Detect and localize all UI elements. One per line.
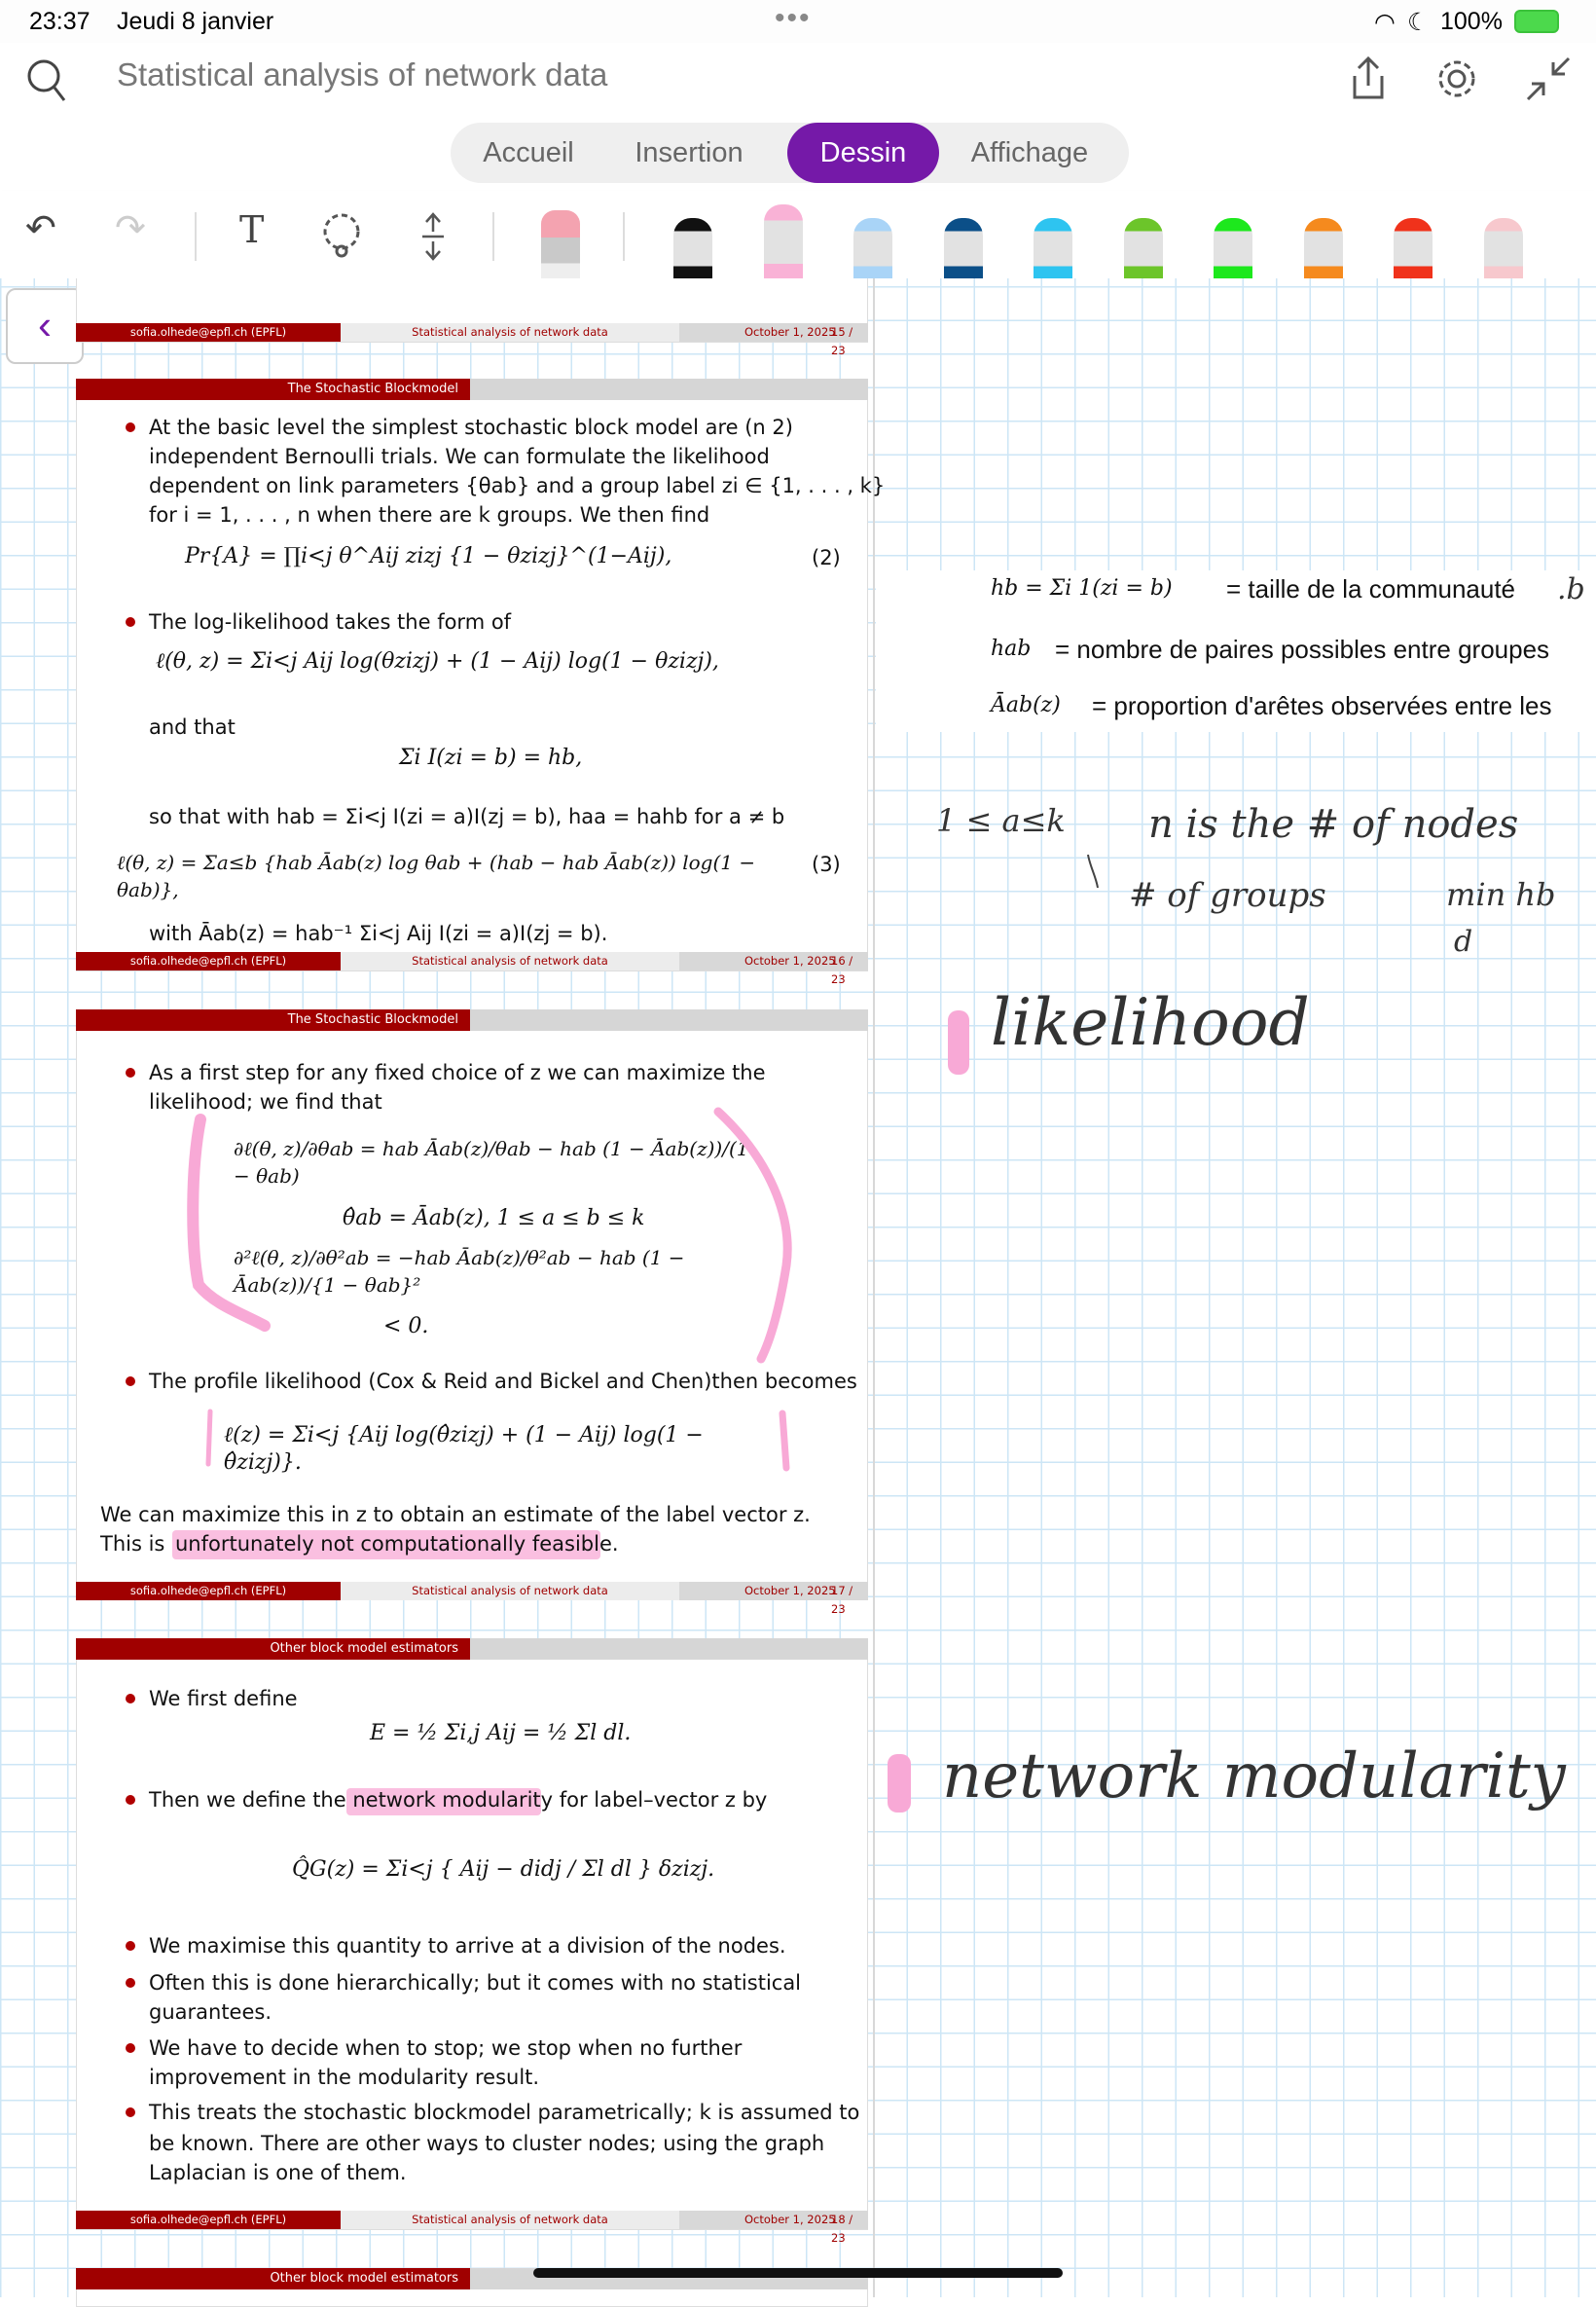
insert-space-icon[interactable] <box>418 212 448 261</box>
settings-gear-icon[interactable] <box>1434 56 1479 101</box>
slide-footer <box>76 1582 868 1616</box>
slide-footer <box>76 2211 868 2245</box>
pen-tool[interactable] <box>1394 218 1433 278</box>
ribbon-tabs <box>0 123 1596 191</box>
first-derivative-equation: ∂ℓ(θ, z)/∂θab = hab Āab(z)/θab − hab (1 − Āab(z))/(1 − θab) <box>234 1137 749 1188</box>
bullet <box>126 2043 135 2053</box>
tab-accueil[interactable]: Accueil <box>483 137 574 168</box>
eraser-tool[interactable] <box>541 210 580 278</box>
slide-text: This is <box>100 1532 165 1556</box>
pen-tool[interactable] <box>673 218 712 278</box>
slide-footer <box>76 952 868 986</box>
equation: Σi I(zi = b) = hb, <box>399 746 583 770</box>
document-title: Statistical analysis of network data <box>117 56 608 92</box>
footer-date: October 1, 2025 <box>744 325 836 339</box>
pen-tool[interactable] <box>1214 218 1252 278</box>
inequality: < 0. <box>383 1314 429 1338</box>
status-time: 23:37 <box>29 8 91 35</box>
pen-tool[interactable] <box>1484 218 1523 278</box>
tab-dessin[interactable]: Dessin <box>787 123 939 183</box>
handwritten-note: likelihood <box>991 985 1310 1060</box>
footer-title: Statistical analysis of network data <box>341 952 679 970</box>
note-math: hab <box>991 637 1032 661</box>
slide-text: We first define <box>149 1687 298 1710</box>
handwritten-note: .b <box>1557 572 1585 606</box>
page-divider <box>873 278 875 2297</box>
footer-right <box>679 952 868 986</box>
divider <box>492 212 494 261</box>
slide-text: for i = 1, . . . , n when there are k groups. We then find <box>149 503 710 527</box>
undo-icon[interactable]: ↶ <box>25 208 56 249</box>
bullet <box>126 2107 135 2117</box>
slide-text: likelihood; we find that <box>149 1090 382 1114</box>
slide-text: This treats the stochastic blockmodel parametrically; k is assumed to <box>149 2101 860 2124</box>
mle-equation: θ̂ab = Āab(z), 1 ≤ a ≤ b ≤ k <box>343 1206 645 1230</box>
note-text: = taille de la communauté <box>1226 574 1516 604</box>
slide-text: so that with hab = Σi<j I(zi = a)I(zj = b), haa = hahb for a ≠ b <box>149 805 785 828</box>
slide-text: We can maximize this in z to obtain an estimate of the label vector z. <box>100 1503 811 1526</box>
footer-right <box>679 323 868 357</box>
multitask-dots-icon[interactable]: ••• <box>775 2 812 34</box>
slide-text: Laplacian is one of them. <box>149 2161 407 2184</box>
footer-author: sofia.olhede@epfl.ch (EPFL) <box>76 1582 341 1600</box>
second-derivative-equation: ∂²ℓ(θ, z)/∂θ²ab = −hab Āab(z)/θ²ab − hab (1 − Āab(z))/{1 − θab}² <box>234 1246 685 1297</box>
highlighted-text: unfortunately not computationally feasible. <box>175 1532 619 1556</box>
footer-page: 17 / 23 <box>831 1584 853 1616</box>
moon-icon: ☾ <box>1407 9 1430 36</box>
footer-title: Statistical analysis of network data <box>341 2211 679 2229</box>
battery-charging-icon <box>1514 10 1559 33</box>
text-run: Then we define the <box>149 1788 353 1812</box>
status-date: Jeudi 8 janvier <box>117 8 274 35</box>
bullet <box>126 1978 135 1988</box>
redo-icon[interactable]: ↷ <box>115 208 146 249</box>
drawing-toolbar <box>0 191 1596 278</box>
note-math: hb = Σi 1(zi = b) <box>991 576 1173 601</box>
handwritten-note: 1 ≤ a≤k <box>936 802 1066 839</box>
pen-tool[interactable] <box>1304 218 1343 278</box>
footer-author: sofia.olhede@epfl.ch (EPFL) <box>76 952 341 970</box>
bullet <box>126 1795 135 1805</box>
slide-header <box>76 1638 868 1660</box>
footer-author: sofia.olhede@epfl.ch (EPFL) <box>76 323 341 342</box>
share-icon[interactable] <box>1349 55 1388 103</box>
slide-text: As a first step for any fixed choice of z we can maximize the <box>149 1061 766 1084</box>
pen-tool[interactable] <box>1034 218 1072 278</box>
slide-text: with Āab(z) = hab⁻¹ Σi<j Aij I(zi = a)I(zj = b). <box>149 922 608 945</box>
bullet <box>126 1068 135 1078</box>
log-likelihood-equation: ℓ(θ, z) = Σi<j Aij log(θzizj) + (1 − Aij) log(1 − θzizj), <box>156 649 719 674</box>
pen-tool[interactable] <box>1124 218 1163 278</box>
modularity-equation: Q̂G(z) = Σi<j { Aij − didj / Σl dl } δzizj. <box>292 1857 715 1882</box>
slide-text: At the basic level the simplest stochastic block model are (n 2) <box>149 416 793 439</box>
slide-text: The log-likelihood takes the form of <box>149 610 512 634</box>
text-run: for label–vector z by <box>553 1788 768 1812</box>
footer-date: October 1, 2025 <box>744 1584 836 1597</box>
handwritten-note: network modularity <box>942 1740 1566 1813</box>
slide-text: The profile likelihood (Cox & Reid and Bickel and Chen)then becomes <box>149 1370 857 1393</box>
battery-percent: 100% <box>1440 8 1503 35</box>
bullet <box>126 1694 135 1703</box>
footer-right <box>679 2211 868 2245</box>
footer-page: 18 / 23 <box>831 2213 853 2245</box>
highlighted-text: network modularity <box>352 1788 554 1812</box>
note-text: = nombre de paires possibles entre groupes <box>1055 635 1550 664</box>
slide-heading: The Stochastic Blockmodel <box>76 379 470 400</box>
bullet <box>126 422 135 432</box>
handwritten-note: n is the # of nodes <box>1148 802 1519 847</box>
tab-affichage[interactable]: Affichage <box>970 137 1089 168</box>
note-math: Āab(z) <box>991 693 1061 717</box>
typed-notes-box <box>876 570 1596 732</box>
slide-footer <box>76 323 868 357</box>
slide-header <box>76 379 868 400</box>
title-bar <box>0 43 1596 123</box>
bullet <box>126 1376 135 1386</box>
equation-number: (2) <box>812 546 841 569</box>
lasso-icon[interactable] <box>321 212 364 261</box>
equation-3: ℓ(θ, z) = Σa≤b {hab Āab(z) log θab + (hab − hab Āab(z)) log(1 − θab)}, <box>117 851 756 901</box>
bullet <box>126 1941 135 1951</box>
slide-text: guarantees. <box>149 2000 272 2024</box>
footer-page: 15 / 23 <box>831 325 853 357</box>
status-bar <box>0 0 1596 43</box>
edge-count-equation: E = ½ Σi,j Aij = ½ Σl dl. <box>370 1721 632 1745</box>
search-icon[interactable] <box>25 56 68 105</box>
slide-text <box>149 1785 767 1814</box>
tab-insertion[interactable]: Insertion <box>635 137 744 168</box>
handwritten-note: min hb <box>1446 876 1556 913</box>
footer-page: 16 / 23 <box>831 954 853 986</box>
footer-date: October 1, 2025 <box>744 2213 836 2226</box>
footer-author: sofia.olhede@epfl.ch (EPFL) <box>76 2211 341 2229</box>
slide-text: improvement in the modularity result. <box>149 2066 540 2089</box>
back-chevron-button[interactable]: ‹ <box>6 288 84 364</box>
footer-title: Statistical analysis of network data <box>341 323 679 342</box>
slide-text: dependent on link parameters {θab} and a group label zi ∈ {1, . . . , k} <box>149 474 886 497</box>
slide-text: and that <box>149 715 236 739</box>
divider <box>195 212 197 261</box>
slide-text: We have to decide when to stop; we stop when no further <box>149 2036 743 2060</box>
profile-likelihood-equation: ℓ(z) = Σi<j {Aij log(θ̂zizj) + (1 − Aij) log(1 − θ̂zizj)}. <box>224 1423 704 1475</box>
collapse-icon[interactable] <box>1524 55 1573 103</box>
equation-number: (3) <box>812 853 841 876</box>
footer-date: October 1, 2025 <box>744 954 836 968</box>
wifi-icon: ◠ <box>1374 9 1396 36</box>
slide-text: be known. There are other ways to cluster nodes; using the graph <box>149 2132 825 2155</box>
footer-right <box>679 1582 868 1616</box>
note-text: = proportion d'arêtes observées entre les <box>1092 691 1552 720</box>
slide-text: independent Bernoulli trials. We can formulate the likelihood <box>149 445 770 468</box>
footer-title: Statistical analysis of network data <box>341 1582 679 1600</box>
handwritten-note: # of groups <box>1129 876 1326 915</box>
pen-tool[interactable] <box>764 204 803 278</box>
handwritten-note: d <box>1454 925 1473 959</box>
slide-heading: Other block model estimators <box>76 2268 470 2289</box>
equation-2: Pr{A} = ∏i<j θ^Aij zizj {1 − θzizj}^(1−Aij), <box>185 544 672 568</box>
bullet <box>126 617 135 627</box>
slide-heading: The Stochastic Blockmodel <box>76 1009 470 1031</box>
divider <box>623 212 625 261</box>
slide-text: We maximise this quantity to arrive at a division of the nodes. <box>149 1934 786 1958</box>
slide-header <box>76 1009 868 1031</box>
text-tool-icon[interactable]: T <box>239 208 265 251</box>
slide-text: Often this is done hierarchically; but it comes with no statistical <box>149 1971 802 1995</box>
pen-tool[interactable] <box>853 218 892 278</box>
pen-tool[interactable] <box>944 218 983 278</box>
home-indicator[interactable] <box>533 2268 1063 2278</box>
slide-heading: Other block model estimators <box>76 1638 470 1660</box>
tabs-pill <box>451 123 1129 183</box>
